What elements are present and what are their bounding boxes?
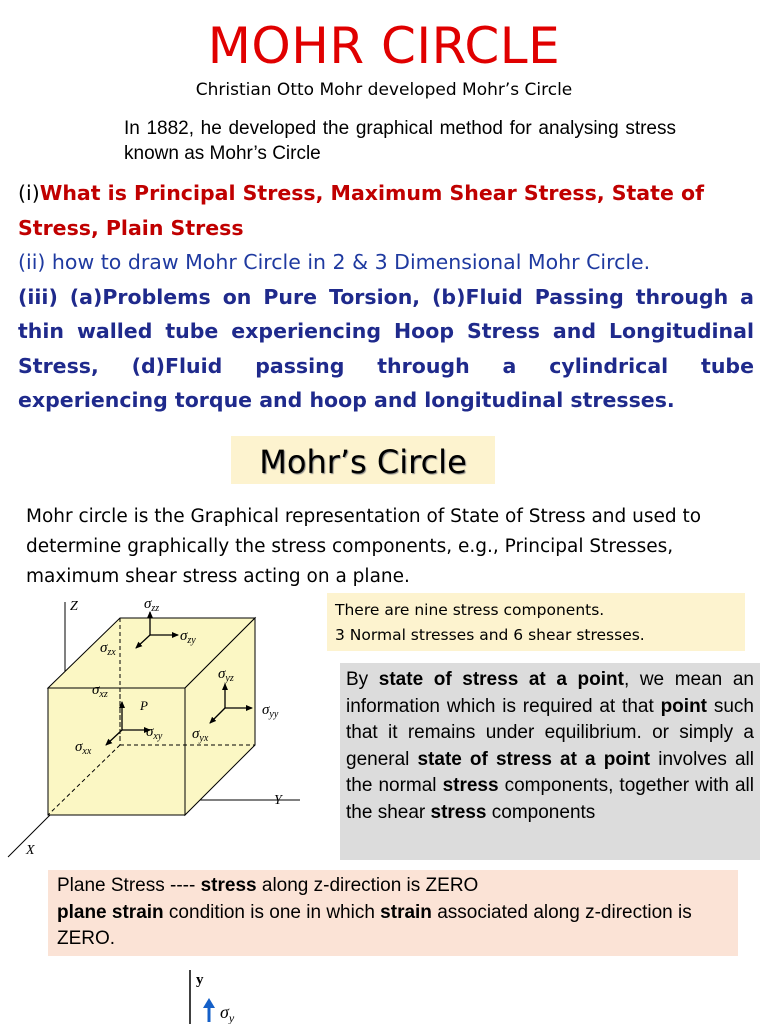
axis-x-label: X: [26, 843, 35, 858]
stress-count-line-1: There are nine stress components.: [335, 601, 605, 619]
label-syy: $\sigma_{yy}$: [262, 702, 279, 720]
page-subtitle: Christian Otto Mohr developed Mohr’s Circle: [195, 80, 573, 100]
label-szy: $\sigma_{zy}$: [180, 628, 196, 646]
point-p-label: P: [140, 698, 148, 713]
stress-count-text: [335, 598, 741, 648]
topic-item-1: [18, 176, 754, 245]
topic-list: [18, 176, 754, 418]
plane-stress-line: Plane Stress ---- stress along z-direction is ZERO: [57, 875, 479, 896]
plane-strain-line: plane strain condition is one in which strain associated along z-direction is ZERO.: [57, 901, 692, 949]
label-sxy: $\sigma_{xy}$: [146, 724, 163, 742]
axis-z-label: Z: [70, 599, 78, 614]
definition-text: Mohr circle is the Graphical representation of State of Stress and used to determine graphically the stress components, e.g., Principal Stresses, maximum shear stress acting on a plane.: [26, 506, 702, 587]
label-sxx: $\sigma_{xx}$: [75, 739, 92, 757]
label-szx: $\sigma_{zx}$: [100, 640, 116, 658]
plane-stress-text: [57, 873, 727, 953]
history-note: In 1882, he developed the graphical method for analysing stress known as Mohr’s Circle: [124, 118, 676, 164]
mini-sigma-y-label: $\sigma_y$: [220, 1002, 235, 1024]
topic-item-3-end: experiencing torque and hoop and longitudinal stresses.: [18, 388, 675, 412]
plane-stress-diagram: [170, 966, 290, 1024]
topic-item-1-prefix: (i): [18, 181, 40, 205]
topic-item-2: (ii) how to draw Mohr Circle in 2 & 3 Dimensional Mohr Circle.: [18, 250, 651, 274]
page-title: MOHR CIRCLE: [207, 17, 561, 75]
cube-front-face: [48, 688, 185, 815]
label-syx: $\sigma_{yx}$: [192, 726, 209, 744]
topic-item-1-text: What is Principal Stress, Maximum Shear Stress, State of Stress, Plain Stress: [18, 181, 704, 240]
mini-axis-y-label: y: [196, 972, 204, 988]
section-heading: Mohr’s Circle: [259, 443, 467, 481]
stress-cube-diagram: [0, 590, 330, 860]
label-sxz: $\sigma_{xz}$: [92, 682, 108, 700]
label-syz: $\sigma_{yz}$: [218, 666, 234, 684]
topic-item-3: (iii) (a)Problems on Pure Torsion, (b)Fluid Passing through a thin walled tube experiencing Hoop Stress and Longitudinal Stress, (d)Fluid passing through a cylindrical tube: [18, 284, 754, 378]
stress-count-line-2: 3 Normal stresses and 6 shear stresses.: [335, 626, 645, 644]
label-szz: $\sigma_{zz}$: [144, 596, 160, 614]
mini-arrow-head: [203, 998, 215, 1008]
state-of-stress-text: By state of stress at a point, we mean an information which is required at that point such that it remains under equilibrium. or simply a general state of stress at a point involves all the normal stress components, together with all the shear stress components: [346, 669, 755, 823]
axis-y-label: Y: [274, 793, 282, 808]
